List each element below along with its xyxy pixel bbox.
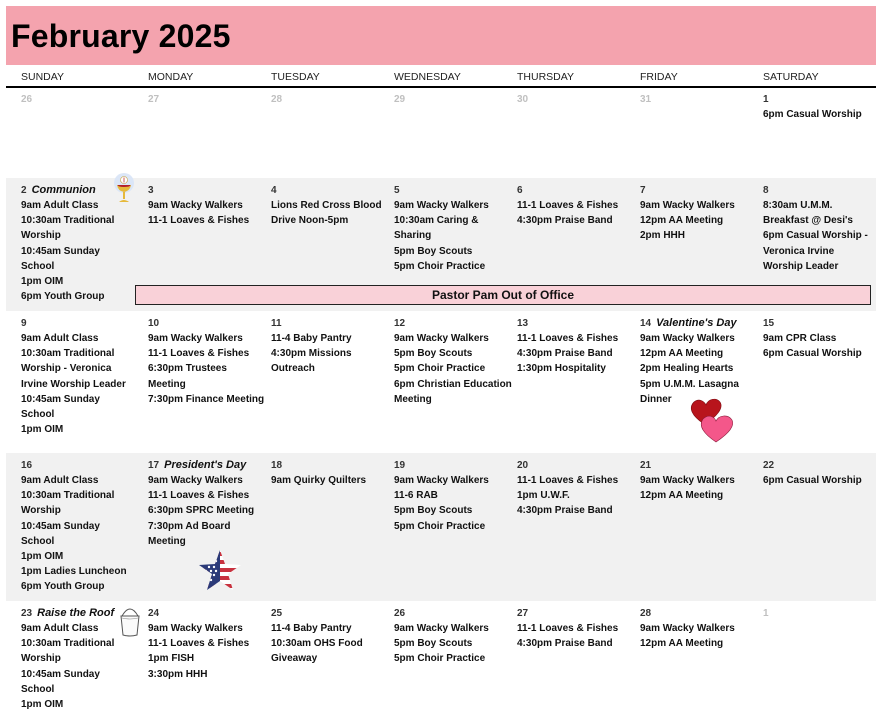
day-cell-sunday[interactable] [21,92,136,107]
event-item[interactable]: 10:30am Traditional Worship [21,215,115,242]
day-cell-saturday[interactable] [763,606,873,621]
day-number-row [640,316,758,331]
day-cell-tuesday[interactable] [271,458,389,488]
event-item[interactable]: 9am Wacky Walkers [394,623,489,634]
event-list [763,198,873,274]
event-list [21,198,136,304]
event-item[interactable]: 11-1 Loaves & Fishes [517,200,619,211]
event-item[interactable]: 4:30pm Praise Band [517,505,613,517]
event-item[interactable]: 5pm Choir Practice [394,520,486,532]
week-row-4 [6,453,876,601]
month-title: February 2025 [11,18,231,54]
day-cell-wednesday[interactable] [394,458,512,534]
day-number: 26 [21,94,33,105]
event-item[interactable]: 9am Wacky Walkers [640,333,735,344]
day-number-row [21,458,136,473]
day-number-row [763,458,873,473]
event-list [148,198,266,228]
day-cell-friday[interactable] [640,606,758,651]
day-cell-monday[interactable] [148,606,266,682]
holiday-label: President's Day [164,459,247,471]
day-cell-saturday[interactable] [763,183,873,274]
day-number-row [763,606,873,621]
event-item[interactable]: 9am Adult Class [21,333,99,344]
event-list [148,473,266,549]
day-number: 10 [148,318,160,329]
day-number-row [640,458,758,473]
event-list [640,621,758,651]
day-number-row [640,92,758,107]
week-row-3 [6,311,876,453]
event-item[interactable]: 11-4 Baby Pantry [271,333,352,344]
day-number-row [21,92,136,107]
event-item[interactable]: 6:30pm Trustees Meeting [148,363,227,390]
event-item[interactable]: 5pm Boy Scouts [394,245,473,257]
day-cell-saturday[interactable] [763,458,873,488]
event-list [271,198,389,228]
day-number-row [271,458,389,473]
day-cell-sunday[interactable] [21,458,136,595]
day-number-row [148,606,266,621]
event-item[interactable]: 9am Quirky Quilters [271,475,367,486]
holiday-label: Valentine's Day [656,317,737,329]
event-item[interactable]: Lions Red Cross Blood Drive Noon-5pm [271,200,382,227]
event-list [148,331,266,407]
event-list [640,198,758,244]
day-number-row [148,92,266,107]
event-item[interactable]: 1pm U.W.F. [517,490,570,502]
event-item[interactable]: 9am Adult Class [21,623,99,634]
event-item[interactable]: 1pm OIM [21,424,64,436]
day-number: 13 [517,318,529,329]
day-number: 7 [640,185,646,196]
day-number: 23 [21,608,33,619]
event-item[interactable]: 5pm Choir Practice [394,363,486,375]
day-number: 31 [640,94,652,105]
week-row-1 [6,88,876,178]
day-number: 20 [517,460,529,471]
day-number: 9 [21,318,27,329]
day-number: 25 [271,608,283,619]
day-number-row [394,606,512,621]
day-cell-thursday[interactable] [517,316,635,377]
day-number-row [517,606,635,621]
day-cell-tuesday[interactable] [271,92,389,107]
event-list [394,331,512,407]
day-number: 26 [394,608,406,619]
event-item[interactable]: 6:30pm SPRC Meeting [148,505,255,517]
event-item[interactable]: 10:45am Sunday School [21,520,100,547]
weekday-wednesday: WEDNESDAY [394,71,461,83]
event-list [517,331,635,377]
day-cell-monday[interactable] [148,458,266,549]
day-number: 19 [394,460,406,471]
day-number-row [517,92,635,107]
event-list [21,331,136,437]
event-item[interactable]: 9am Adult Class [21,200,99,211]
event-item[interactable]: 9am Wacky Walkers [394,475,489,486]
day-cell-monday[interactable] [148,183,266,228]
event-item[interactable]: 10:30am Caring & Sharing [394,215,479,242]
weekday-monday: MONDAY [148,71,194,83]
event-item[interactable]: 11-1 Loaves & Fishes [517,333,619,344]
weekday-thursday: THURSDAY [517,71,574,83]
day-number-row [640,183,758,198]
day-cell-thursday[interactable] [517,606,635,651]
holiday-label: Communion [31,184,96,196]
day-number: 8 [763,185,769,196]
event-item[interactable]: 6pm Casual Worship [763,475,862,486]
event-item[interactable]: 2pm Healing Hearts [640,363,734,375]
day-number: 2 [21,185,27,196]
day-number: 24 [148,608,160,619]
pastor-out-of-office-banner: Pastor Pam Out of Office [135,285,871,305]
day-cell-wednesday[interactable] [394,183,512,274]
event-item[interactable]: 9am Wacky Walkers [640,623,735,634]
event-item[interactable]: 12pm AA Meeting [640,348,724,360]
event-item[interactable]: 9am Adult Class [21,475,99,486]
event-item[interactable]: 1pm OIM [21,699,64,711]
day-number-row [271,316,389,331]
event-item[interactable]: 6pm Casual Worship [763,109,862,120]
event-list [271,473,389,488]
event-item[interactable]: 9am CPR Class [763,333,837,344]
day-number-row [517,458,635,473]
day-number: 29 [394,94,406,105]
day-number-row [271,92,389,107]
event-item[interactable]: 4:30pm Missions Outreach [271,348,352,375]
event-item[interactable]: 11-1 Loaves & Fishes [148,215,250,227]
event-list [763,107,873,122]
day-number-row [763,316,873,331]
day-number-row [148,316,266,331]
day-cell-friday[interactable] [640,458,758,503]
day-number-row [148,458,266,473]
event-item[interactable]: 9am Wacky Walkers [148,475,243,486]
day-cell-friday[interactable] [640,316,758,407]
event-item[interactable]: 9am Wacky Walkers [148,200,243,211]
flag-star-icon [197,549,243,591]
event-list [394,621,512,667]
event-list [271,621,389,667]
event-item[interactable]: 1pm Ladies Luncheon [21,566,127,578]
event-item[interactable]: 4:30pm Praise Band [517,215,613,227]
event-item[interactable]: 1pm FISH [148,653,195,665]
day-cell-wednesday[interactable] [394,92,512,107]
event-item[interactable]: 12pm AA Meeting [640,490,724,502]
event-item[interactable]: 10:30am Traditional Worship [21,490,115,517]
month-header [6,6,876,65]
day-cell-friday[interactable] [640,92,758,107]
day-number: 16 [21,460,33,471]
event-item[interactable]: 11-1 Loaves & Fishes [517,475,619,486]
day-number: 6 [517,185,523,196]
event-item[interactable]: 9am Wacky Walkers [640,475,735,486]
event-item[interactable]: 10:30am OHS Food Giveaway [271,638,363,665]
day-number: 11 [271,318,282,329]
day-cell-monday[interactable] [148,92,266,107]
day-number: 4 [271,185,277,196]
day-number: 30 [517,94,529,105]
weekday-header-row [6,65,876,87]
event-item[interactable]: 8:30am U.M.M. Breakfast @ Desi's [763,200,853,227]
weekday-tuesday: TUESDAY [271,71,320,83]
event-item[interactable]: 9am Wacky Walkers [394,200,489,211]
event-list [517,473,635,519]
holiday-label: Raise the Roof [37,607,115,619]
event-item[interactable]: 1pm OIM [21,551,64,563]
day-number-row [763,92,873,107]
event-list [21,473,136,595]
event-item[interactable]: 6pm Casual Worship - Veronica Irvine Worship Leader [763,230,868,272]
day-number-row [271,183,389,198]
event-list [271,331,389,377]
day-number: 1 [763,608,769,619]
event-item[interactable]: 10:30am Traditional Worship - Veronica Irvine Worship Leader [21,348,126,390]
chalice-icon [112,173,136,205]
weekday-saturday: SATURDAY [763,71,819,83]
event-item[interactable]: 6pm Casual Worship [763,348,862,360]
event-item[interactable]: 5pm U.M.M. Lasagna Dinner [640,378,739,405]
event-item[interactable]: 2pm HHH [640,230,686,242]
day-number: 27 [148,94,160,105]
event-list [517,198,635,228]
event-item[interactable]: 5pm Boy Scouts [394,505,473,517]
event-item[interactable]: 5pm Boy Scouts [394,638,473,650]
day-number: 3 [148,185,154,196]
event-list [763,331,873,361]
event-item[interactable]: 11-1 Loaves & Fishes [148,638,250,650]
event-item[interactable]: 7:30pm Finance Meeting [148,393,265,405]
day-cell-saturday[interactable] [763,316,873,361]
event-item[interactable]: 5pm Boy Scouts [394,348,473,360]
event-item[interactable]: 12pm AA Meeting [640,215,724,227]
event-list [394,473,512,534]
event-item[interactable]: 5pm Choir Practice [394,260,486,272]
day-cell-saturday[interactable] [763,92,873,122]
event-item[interactable]: 9am Wacky Walkers [394,333,489,344]
day-number: 15 [763,318,775,329]
weekday-sunday: SUNDAY [21,71,64,83]
day-number-row [517,183,635,198]
event-item[interactable]: 9am Wacky Walkers [148,623,243,634]
event-item[interactable]: 9am Wacky Walkers [148,333,243,344]
event-item[interactable]: 11-6 RAB [394,490,438,502]
event-item[interactable]: 9am Wacky Walkers [640,200,735,211]
day-number-row [394,183,512,198]
event-item[interactable]: 1pm OIM [21,276,64,288]
event-item[interactable]: 5pm Choir Practice [394,653,486,665]
event-item[interactable]: 6pm Youth Group [21,291,105,303]
day-cell-thursday[interactable] [517,458,635,519]
event-list [394,198,512,274]
event-item[interactable]: 11-1 Loaves & Fishes [148,490,250,502]
event-item[interactable]: 7:30pm Ad Board Meeting [148,520,231,547]
event-item[interactable]: 10:45am Sunday School [21,245,100,272]
day-number: 22 [763,460,775,471]
event-list [517,621,635,651]
day-number-row [394,316,512,331]
event-item[interactable]: 4:30pm Praise Band [517,348,613,360]
day-number-row [148,183,266,198]
day-number: 17 [148,460,160,471]
event-list [640,473,758,503]
event-item[interactable]: 4:30pm Praise Band [517,638,613,650]
event-item[interactable]: 11-1 Loaves & Fishes [148,348,250,360]
event-item[interactable]: 11-1 Loaves & Fishes [517,623,619,634]
day-number: 1 [763,94,769,105]
day-cell-tuesday[interactable] [271,606,389,667]
day-number: 12 [394,318,406,329]
day-number-row [517,316,635,331]
day-number: 28 [640,608,652,619]
event-list [148,621,266,682]
event-item[interactable]: 11-4 Baby Pantry [271,623,352,634]
event-item[interactable]: 1:30pm Hospitality [517,363,606,375]
day-cell-monday[interactable] [148,316,266,407]
day-cell-sunday[interactable] [21,316,136,437]
day-cell-thursday[interactable] [517,183,635,228]
day-number: 18 [271,460,283,471]
day-number-row [640,606,758,621]
hearts-icon [686,396,738,444]
day-cell-wednesday[interactable] [394,606,512,667]
event-item[interactable]: 10:30am Traditional Worship [21,638,115,665]
day-number: 5 [394,185,400,196]
day-cell-thursday[interactable] [517,92,635,107]
day-cell-wednesday[interactable] [394,316,512,407]
day-cell-friday[interactable] [640,183,758,244]
day-number: 27 [517,608,529,619]
day-number-row [271,606,389,621]
day-number-row [394,458,512,473]
day-number: 21 [640,460,652,471]
day-cell-tuesday[interactable] [271,316,389,377]
day-number: 28 [271,94,283,105]
event-item[interactable]: 10:45am Sunday School [21,668,100,695]
event-item[interactable]: 6pm Youth Group [21,581,105,593]
day-number: 14 [640,318,652,329]
event-item[interactable]: 10:45am Sunday School [21,393,100,421]
event-item[interactable]: 3:30pm HHH [148,668,208,680]
event-list [763,473,873,488]
event-item[interactable]: 12pm AA Meeting [640,638,724,650]
weekday-friday: FRIDAY [640,71,678,83]
bucket-icon [119,604,141,638]
day-cell-tuesday[interactable] [271,183,389,228]
day-number-row [394,92,512,107]
day-number-row [21,316,136,331]
day-number-row [763,183,873,198]
event-item[interactable]: 6pm Christian Education Meeting [394,378,512,405]
